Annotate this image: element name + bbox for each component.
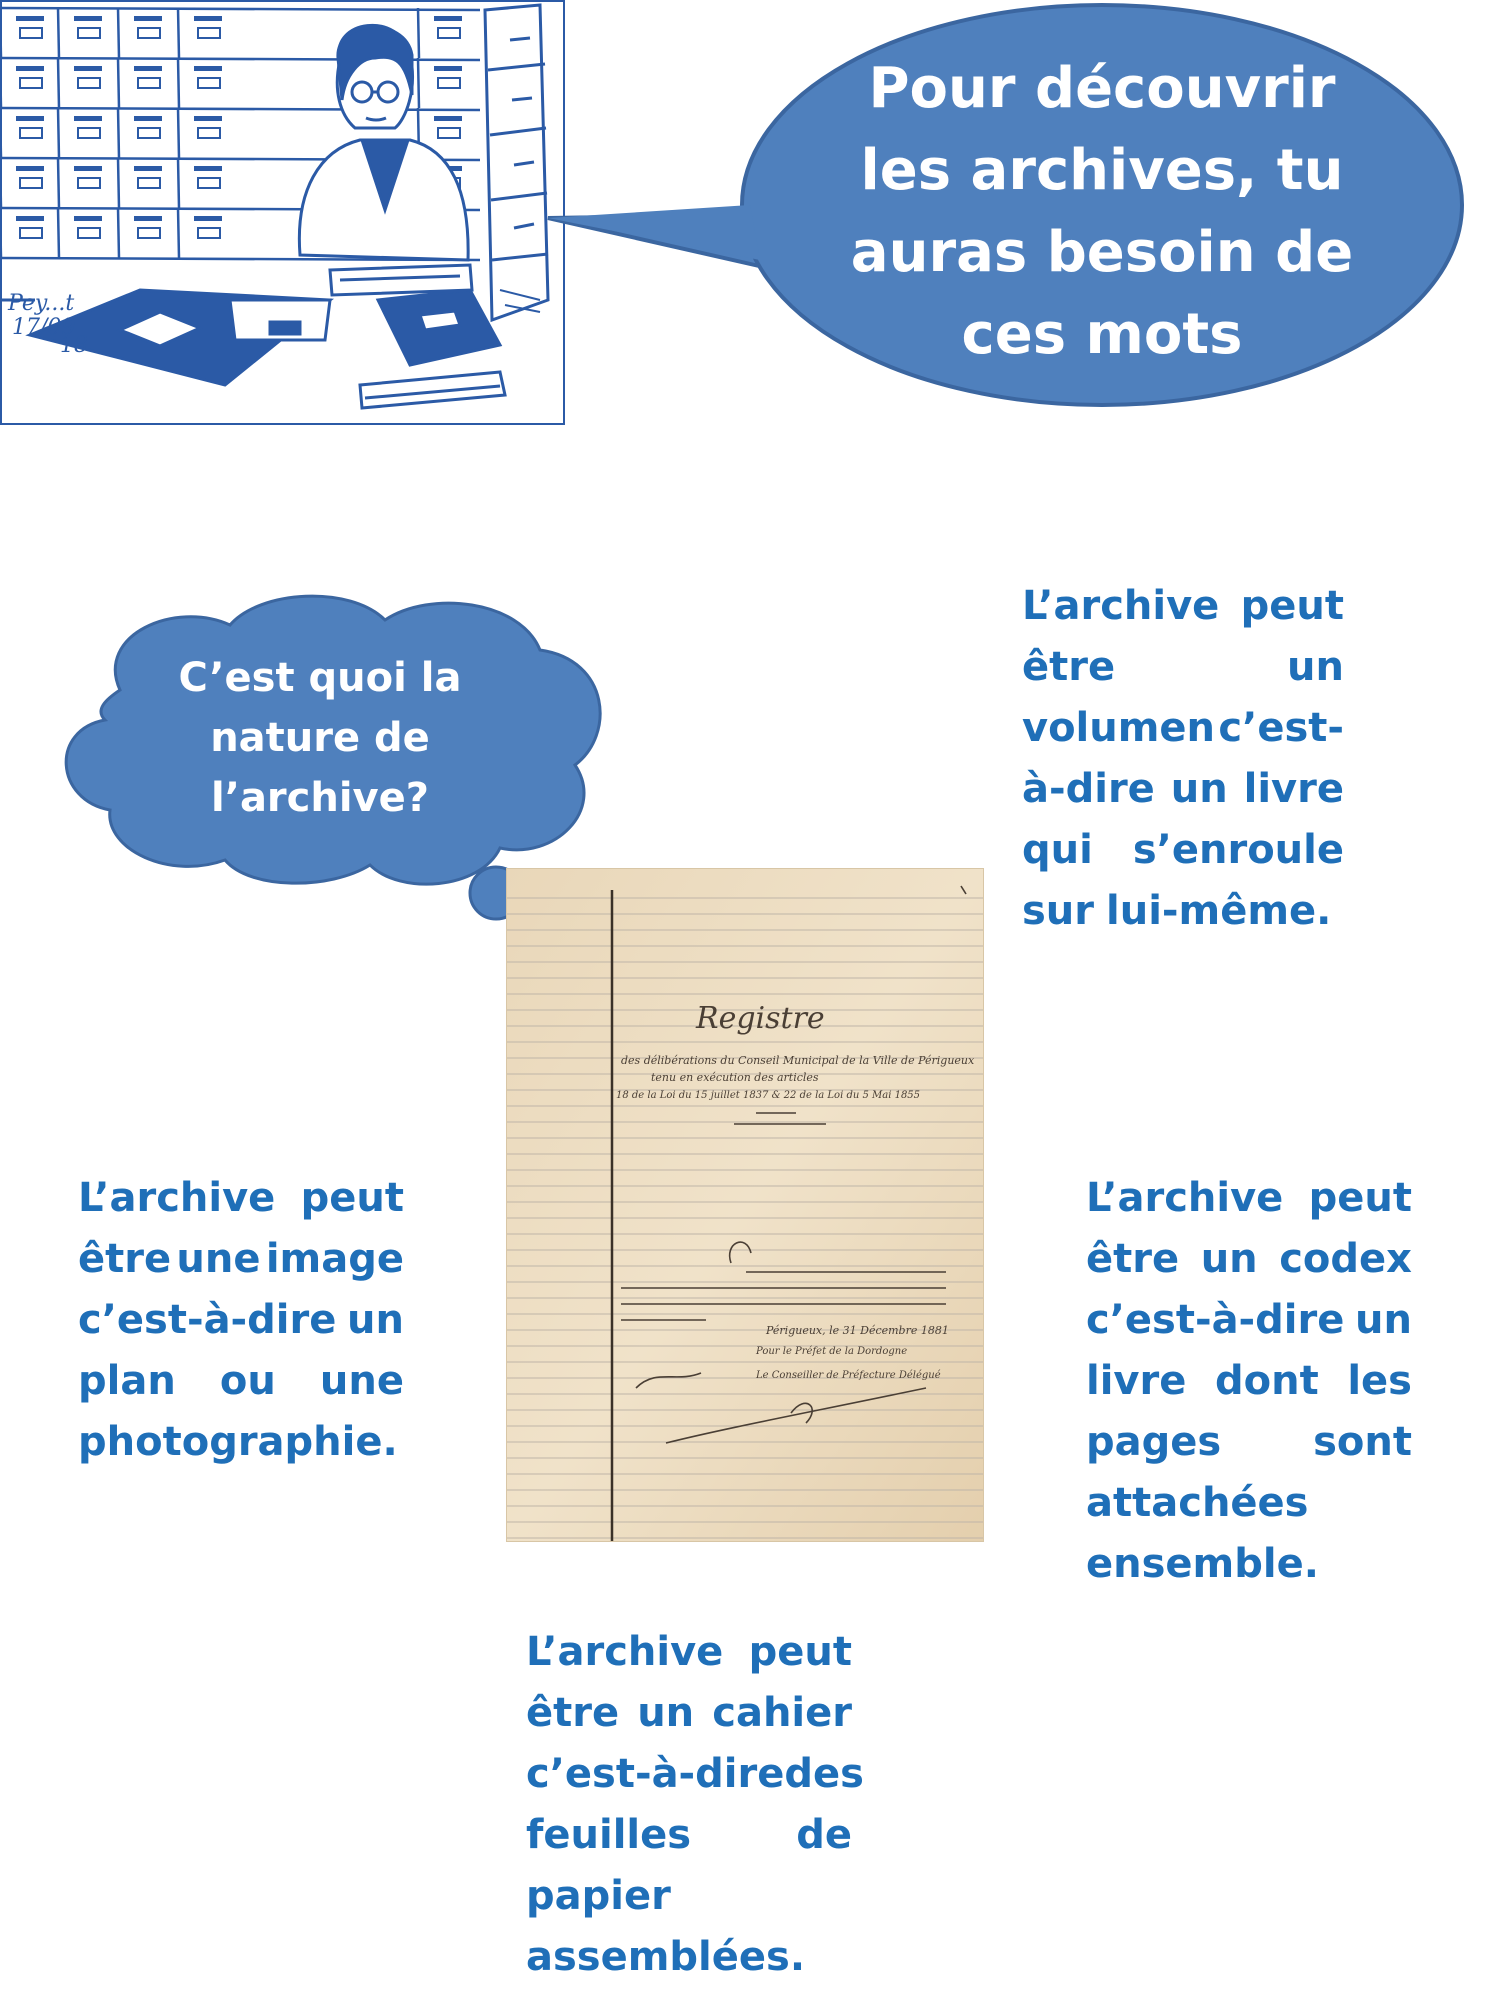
codex-definition	[1086, 1168, 1412, 1595]
thought-line: l’archive?	[211, 775, 429, 821]
word: de	[796, 1812, 852, 1858]
text-line	[1022, 881, 1344, 942]
word: à-dire	[1022, 766, 1155, 812]
text-line	[1086, 1412, 1412, 1473]
word: livre	[1243, 766, 1344, 812]
word: livre	[1086, 1358, 1187, 1404]
word: assemblées.	[526, 1934, 806, 1980]
word: codex	[1279, 1236, 1412, 1282]
word: L’archive	[78, 1175, 276, 1221]
word: papier	[526, 1873, 671, 1919]
word: ou	[219, 1358, 276, 1404]
word: c’est-à-dire	[78, 1297, 337, 1343]
register-line-3: 18 de la Loi du 15 juillet 1837 & 22 de la Loi du 5 Mai 1855	[616, 1090, 921, 1101]
text-line	[78, 1168, 404, 1229]
word: L’archive	[1086, 1175, 1284, 1221]
register-date-line: Périgueux, le 31 Décembre 1881	[766, 1324, 949, 1337]
speech-line: les archives, tu	[860, 138, 1344, 203]
word: être	[78, 1236, 172, 1282]
word: image	[265, 1236, 404, 1282]
register-line-2: tenu en exécution des articles	[651, 1071, 819, 1084]
speech-line: auras besoin de	[850, 220, 1354, 285]
thought-line: C’est quoi la	[178, 655, 462, 701]
illustration-signature-year: 18	[60, 333, 88, 358]
word: s’enroule	[1132, 827, 1344, 873]
word: lui-même.	[1106, 888, 1332, 934]
word: un	[637, 1690, 695, 1736]
word: un	[1170, 766, 1228, 812]
speech-line: ces mots	[961, 302, 1243, 367]
word: ensemble.	[1086, 1541, 1319, 1587]
text-line	[1022, 820, 1344, 881]
word: peut	[300, 1175, 404, 1221]
text-line	[78, 1412, 404, 1473]
register-title: Registre	[696, 1001, 825, 1036]
word: les	[1347, 1358, 1412, 1404]
text-line	[78, 1290, 404, 1351]
register-sign-line-1: Pour le Préfet de la Dordogne	[756, 1346, 908, 1357]
word: des	[784, 1751, 864, 1797]
volumen-definition	[1022, 576, 1344, 942]
register-line-1: des délibérations du Conseil Municipal de la Ville de Périgueux	[621, 1054, 975, 1067]
text-line	[1086, 1229, 1412, 1290]
word: être	[526, 1690, 620, 1736]
text-line	[526, 1744, 864, 1805]
word: une	[176, 1236, 261, 1282]
word: plan	[78, 1358, 176, 1404]
thought-text	[140, 648, 500, 828]
word: c’est-	[1218, 705, 1344, 751]
cahier-definition	[526, 1622, 864, 1988]
text-line	[1022, 576, 1344, 637]
word: attachées	[1086, 1480, 1309, 1526]
word: c’est-à-dire	[1086, 1297, 1345, 1343]
word: L’archive	[1022, 583, 1220, 629]
text-line	[1022, 637, 1344, 698]
word: pages	[1086, 1419, 1222, 1465]
thought-line: nature de	[210, 715, 430, 761]
text-line	[1022, 759, 1344, 820]
word: peut	[748, 1629, 852, 1675]
illustration-signature-date: 17/09	[12, 315, 76, 340]
illustration-signature-name: Pey...t	[8, 291, 75, 316]
archivist-illustration	[0, 0, 565, 425]
register-sign-line-2: Le Conseiller de Préfecture Délégué	[756, 1370, 941, 1381]
text-line	[526, 1622, 852, 1683]
text-line	[526, 1866, 852, 1927]
word: c’est-à-dire	[526, 1751, 785, 1797]
text-line	[1022, 698, 1344, 759]
word: L’archive	[526, 1629, 724, 1675]
word: un	[1200, 1236, 1258, 1282]
text-line	[526, 1683, 852, 1744]
word: un	[347, 1297, 404, 1343]
text-line	[1086, 1351, 1412, 1412]
register-manuscript-photo	[506, 868, 984, 1542]
word: volumen	[1022, 705, 1216, 751]
text-line	[78, 1229, 404, 1290]
word: cahier	[712, 1690, 852, 1736]
text-line	[78, 1351, 404, 1412]
speech-text	[842, 48, 1362, 376]
word: sont	[1313, 1419, 1412, 1465]
word: une	[319, 1358, 404, 1404]
word: sur	[1022, 888, 1095, 934]
word: un	[1287, 644, 1344, 690]
text-line	[1086, 1290, 1412, 1351]
word: être	[1086, 1236, 1180, 1282]
text-line	[526, 1927, 852, 1988]
text-line	[526, 1805, 852, 1866]
text-line	[1086, 1168, 1412, 1229]
word: un	[1355, 1297, 1412, 1343]
image-definition	[78, 1168, 404, 1473]
text-line	[1086, 1534, 1412, 1595]
word: photographie.	[78, 1419, 398, 1465]
word: peut	[1308, 1175, 1412, 1221]
word: être	[1022, 644, 1116, 690]
word: dont	[1214, 1358, 1319, 1404]
word: feuilles	[526, 1812, 692, 1858]
text-line	[1086, 1473, 1412, 1534]
word: peut	[1240, 583, 1344, 629]
speech-line: Pour découvrir	[868, 56, 1336, 121]
word: qui	[1022, 827, 1093, 873]
